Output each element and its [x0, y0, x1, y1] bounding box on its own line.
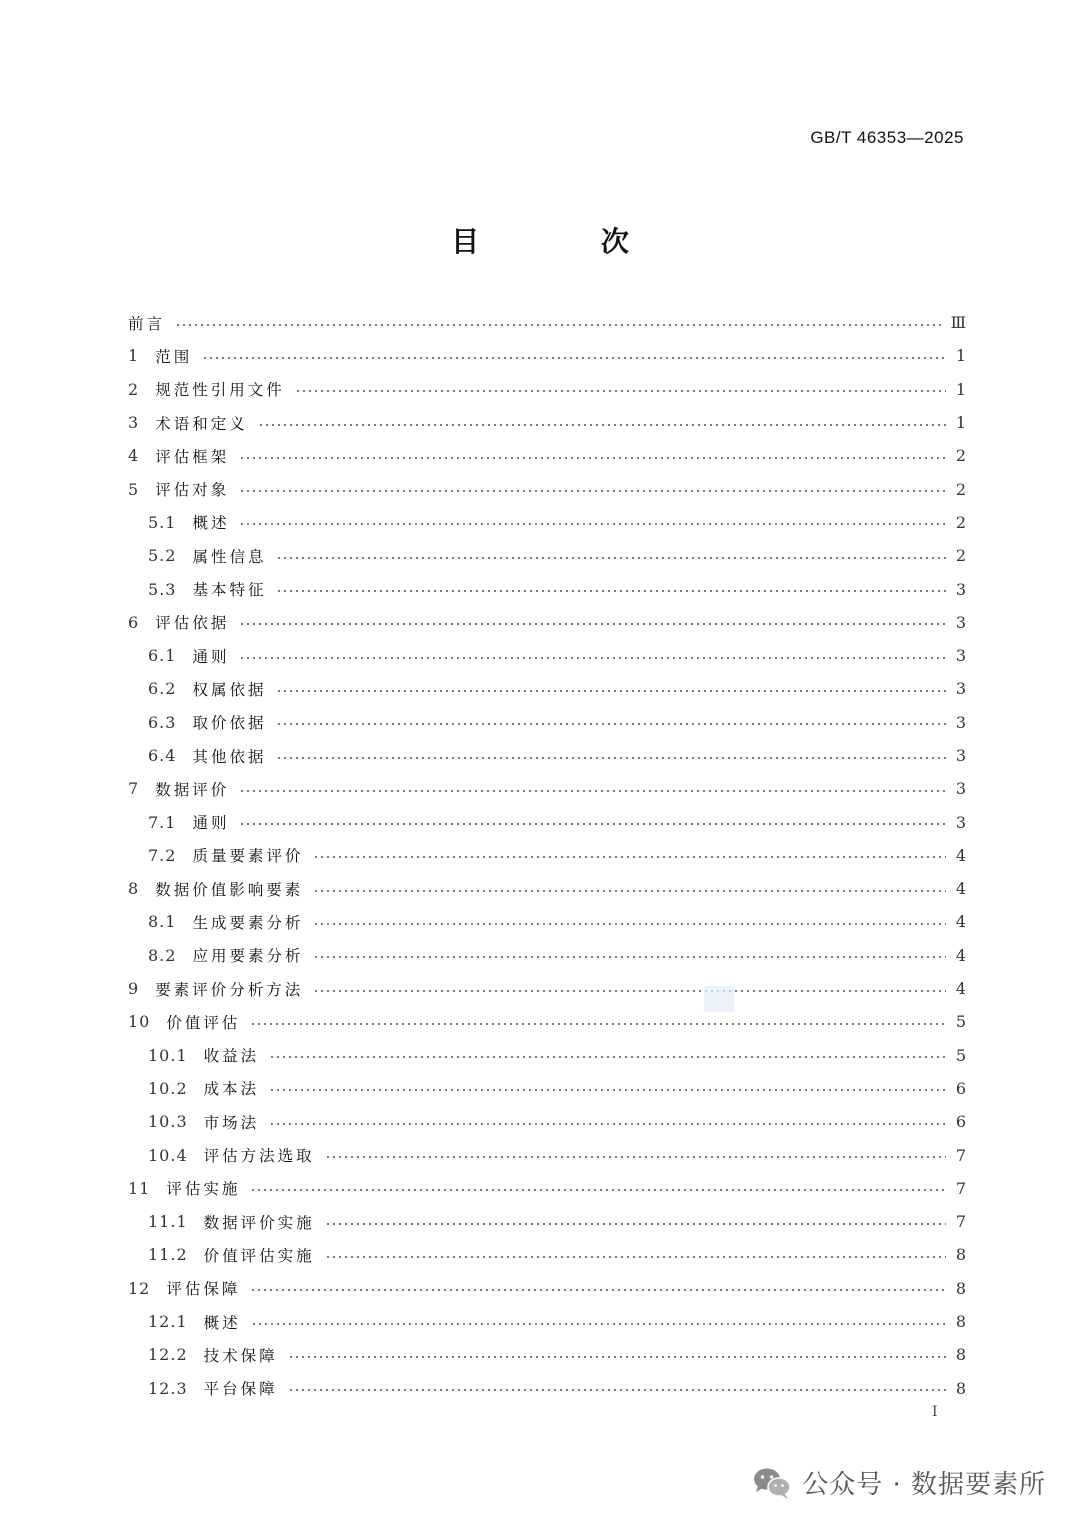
toc-entry-page: 4	[955, 845, 966, 865]
toc-entry	[128, 1272, 966, 1305]
toc-entry-number: 11	[128, 1178, 151, 1198]
toc-entry	[128, 972, 966, 1005]
toc-entry-page: 8	[955, 1345, 966, 1365]
toc-entry-number: 8.1	[148, 912, 177, 932]
toc-entry-label: 前言	[128, 314, 166, 333]
toc-entry-page: 2	[955, 512, 966, 532]
toc-entry-label: 属性信息	[192, 547, 267, 566]
toc-entry	[128, 406, 966, 439]
dot-leader	[239, 623, 946, 625]
toc-entry	[128, 373, 966, 406]
toc-entry-label: 评估保障	[166, 1280, 241, 1299]
dot-leader	[239, 790, 946, 792]
wechat-icon	[752, 1466, 792, 1500]
dot-leader	[269, 1123, 946, 1125]
toc-entry-number: 9	[128, 979, 140, 999]
dot-leader	[239, 823, 946, 825]
toc-entry-number: 7	[128, 779, 140, 799]
dot-leader	[258, 424, 946, 426]
dot-leader	[202, 357, 946, 359]
toc-entry-page: 5	[955, 1012, 966, 1032]
toc-entry-number: 5.1	[148, 512, 177, 532]
toc-entry-page: 3	[955, 779, 966, 799]
toc-entry-page: 1	[955, 413, 966, 433]
toc-entry	[128, 772, 966, 805]
toc-entry-label: 评估依据	[155, 614, 230, 633]
toc-entry-label: 收益法	[203, 1047, 260, 1066]
toc-entry-number: 8.2	[148, 945, 177, 965]
toc-entry-label: 技术保障	[203, 1346, 278, 1365]
toc-entry-page: 3	[955, 746, 966, 765]
toc-entry-number: 7.2	[148, 845, 177, 865]
dot-leader	[269, 1056, 946, 1058]
toc-entry-number: 12.2	[148, 1345, 188, 1365]
toc-entry-number: 8	[128, 879, 140, 899]
toc-entry	[128, 872, 966, 905]
toc-entry-number: 12.1	[148, 1312, 188, 1332]
toc-entry-label: 质量要素评价	[192, 847, 304, 866]
toc-entry-label: 范围	[155, 347, 193, 366]
toc-entry-page: 4	[955, 979, 966, 999]
toc-entry-page: 6	[955, 1078, 966, 1098]
toc-entry-page: 6	[955, 1112, 966, 1132]
toc-entry-number: 4	[128, 446, 140, 466]
toc-entry	[128, 939, 966, 972]
toc-entry	[128, 1172, 966, 1205]
toc-entry-page: 3	[955, 646, 966, 666]
dot-leader	[239, 457, 946, 459]
toc-entry-page: 4	[955, 945, 966, 965]
toc-entry	[128, 839, 966, 872]
toc-entry	[128, 339, 966, 372]
toc-entry-number: 11.2	[148, 1245, 188, 1265]
toc-entry-label: 概述	[203, 1313, 241, 1332]
toc-entry-page: 3	[955, 612, 966, 632]
toc-entry-number: 5.2	[148, 546, 177, 566]
toc-entry-label: 数据价值影响要素	[155, 880, 304, 899]
standard-code: GB/T 46353—2025	[810, 128, 964, 147]
toc-entry-label: 权属依据	[192, 680, 267, 699]
toc-entry-label: 平台保障	[203, 1380, 278, 1399]
toc-entry-page: 7	[955, 1212, 966, 1232]
toc-entry-page: Ⅲ	[950, 313, 966, 333]
footer-watermark	[752, 1464, 1046, 1501]
dot-leader	[269, 1089, 946, 1091]
dot-leader	[239, 490, 946, 492]
toc-entry-label: 要素评价分析方法	[155, 980, 304, 999]
toc-entry-label: 生成要素分析	[192, 913, 304, 932]
toc-entry-page: 4	[955, 912, 966, 932]
toc-entry-page: 2	[955, 546, 966, 566]
toc-entry-label: 其他依据	[192, 747, 267, 766]
toc-entry-label: 规范性引用文件	[155, 381, 285, 400]
toc-entry-page: 3	[955, 679, 966, 699]
toc-entry-number: 6	[128, 612, 140, 632]
toc-entry	[128, 706, 966, 739]
dot-leader	[251, 1323, 946, 1325]
dot-leader	[288, 1389, 946, 1391]
footer-text: 公众号 · 数据要素所	[802, 1470, 1046, 1500]
toc-entry-label: 取价依据	[192, 714, 267, 733]
toc-entry-page: 3	[955, 579, 966, 599]
toc-entry-number: 2	[128, 379, 140, 399]
toc-entry-page: 7	[955, 1145, 966, 1165]
toc-entry	[128, 439, 966, 472]
toc-entry-label: 基本特征	[192, 581, 267, 600]
toc-entry-page: 1	[955, 346, 966, 366]
toc-entry	[128, 1372, 966, 1405]
dot-leader	[250, 1023, 946, 1025]
toc-entry-page: 7	[955, 1178, 966, 1198]
toc-entry-label: 价值评估实施	[203, 1246, 315, 1265]
toc-entry-label: 评估框架	[155, 447, 230, 466]
toc-entry	[128, 1205, 966, 1238]
toc-entry-page: 8	[955, 1312, 966, 1332]
toc-entry-page: 4	[955, 879, 966, 899]
toc-entry	[128, 472, 966, 505]
dot-leader	[325, 1156, 946, 1158]
toc-entry-number: 6.1	[148, 646, 177, 666]
toc-entry-number: 6.4	[148, 746, 177, 765]
toc-entry-number: 10.2	[148, 1078, 188, 1098]
dot-leader	[175, 324, 945, 326]
toc-entry-label: 数据评价实施	[203, 1213, 315, 1232]
toc-entry-page: 8	[955, 1378, 966, 1398]
toc-entry-label: 市场法	[203, 1113, 260, 1132]
page-number: I	[932, 1404, 938, 1420]
toc-entry	[128, 606, 966, 639]
toc-entry-label: 评估实施	[166, 1180, 241, 1199]
dot-leader	[313, 990, 946, 992]
toc-entry-label: 通则	[192, 814, 230, 833]
toc-entry-page: 2	[955, 479, 966, 499]
toc-entry-number: 1	[128, 346, 140, 366]
toc-entry-number: 5.3	[148, 579, 177, 599]
toc-entry-number: 12	[128, 1278, 151, 1298]
toc-entry	[128, 905, 966, 938]
toc-entry	[128, 639, 966, 672]
toc-entry-number: 12.3	[148, 1378, 188, 1398]
toc-entry-number: 10.1	[148, 1045, 188, 1065]
toc-entry	[128, 672, 966, 705]
dot-leader	[313, 923, 946, 925]
dot-leader	[313, 956, 946, 958]
toc-entry	[128, 506, 966, 539]
toc-entry-label: 通则	[192, 647, 230, 666]
dot-leader	[276, 557, 946, 559]
toc-entry	[128, 1072, 966, 1105]
toc-entry	[128, 1338, 966, 1371]
toc-entry-label: 应用要素分析	[192, 947, 304, 966]
toc-entry-label: 评估对象	[155, 481, 230, 500]
toc-entry	[128, 1039, 966, 1072]
dot-leader	[325, 1223, 946, 1225]
toc-title: 目 次	[451, 225, 685, 258]
toc-entry-number: 6.3	[148, 712, 177, 732]
toc-entry	[128, 1105, 966, 1138]
toc-entry-number: 10.3	[148, 1112, 188, 1132]
table-of-contents	[128, 306, 966, 1405]
dot-leader	[313, 856, 946, 858]
toc-entry-label: 评估方法选取	[203, 1147, 315, 1166]
toc-entry-number: 7.1	[148, 812, 177, 832]
toc-entry	[128, 1238, 966, 1271]
dot-leader	[239, 523, 946, 525]
toc-entry-number: 5	[128, 479, 140, 499]
dot-leader	[276, 723, 946, 725]
toc-entry-label: 成本法	[203, 1080, 260, 1099]
toc-entry-number: 3	[128, 413, 140, 433]
dot-leader	[250, 1289, 946, 1291]
toc-entry	[128, 1138, 966, 1171]
dot-leader	[325, 1256, 946, 1258]
toc-entry	[128, 805, 966, 838]
toc-entry-page: 2	[955, 446, 966, 466]
dot-leader	[276, 590, 946, 592]
toc-entry-number: 10.4	[148, 1145, 188, 1165]
toc-entry-number: 6.2	[148, 679, 177, 699]
toc-entry-page: 8	[955, 1278, 966, 1298]
dot-leader	[288, 1356, 946, 1358]
dot-leader	[276, 690, 946, 692]
toc-entry-page: 5	[955, 1045, 966, 1065]
dot-leader	[295, 390, 946, 392]
toc-entry-label: 数据评价	[155, 780, 230, 799]
toc-entry-label: 价值评估	[166, 1013, 241, 1032]
toc-entry-number: 11.1	[148, 1212, 188, 1232]
toc-entry-label: 术语和定义	[155, 414, 248, 433]
toc-entry	[128, 572, 966, 605]
toc-entry	[128, 539, 966, 572]
toc-entry	[128, 1305, 966, 1338]
dot-leader	[276, 757, 946, 759]
watermark-stamp	[704, 986, 734, 1012]
toc-entry	[128, 1005, 966, 1038]
dot-leader	[239, 657, 946, 659]
toc-entry-page: 1	[955, 379, 966, 399]
toc-entry	[128, 306, 966, 339]
toc-entry	[128, 739, 966, 772]
toc-entry-label: 概述	[192, 514, 230, 533]
dot-leader	[250, 1189, 946, 1191]
toc-entry-page: 3	[955, 812, 966, 832]
toc-entry-number: 10	[128, 1012, 151, 1032]
dot-leader	[313, 890, 946, 892]
toc-entry-page: 8	[955, 1245, 966, 1265]
toc-entry-page: 3	[955, 712, 966, 732]
